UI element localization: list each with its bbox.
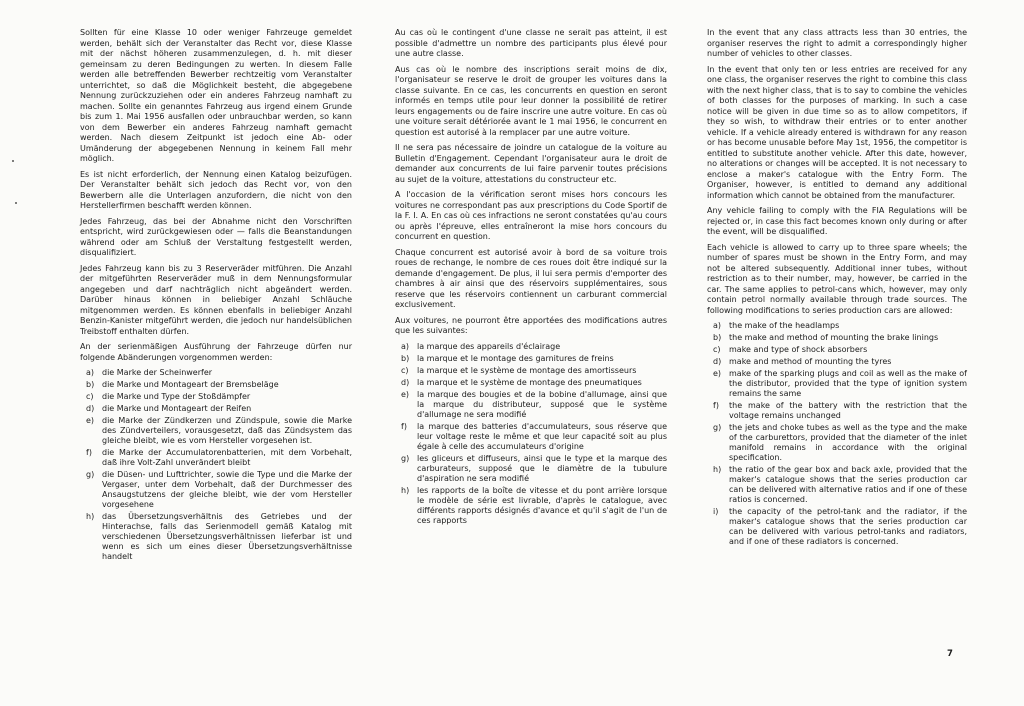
list-item (707, 423, 967, 463)
list-item (395, 354, 667, 364)
paragraph: A l'occasion de la vérification seront mises hors concours les voitures ne correspondant pas aux prescriptions du Code Sportif de la F. I. A. En cas où ces infractions ne seront constatées qu'au cours ou après l'épreuve, elles entraîneront la mise hors concours du concurrent en question. (395, 190, 667, 241)
list-item-text: the make of the battery with the restriction that the voltage remains unchanged (729, 401, 967, 420)
list-marker: e) (713, 369, 722, 378)
list-marker: d) (86, 404, 95, 413)
paragraph: Il ne sera pas nécessaire de joindre un catalogue de la voiture au Bulletin d'Engagement. Cependant l'organisateur aura le droit de demander aux concurrents de lui faire parvenir toutes précisions au sujet de la voiture, attestations du constructeur etc. (395, 143, 667, 184)
list-marker: f) (86, 448, 92, 457)
list-item-text: the capacity of the petrol-tank and the radiator, if the maker's catalogue shows that the series production car can be delivered with various petrol-tanks and radiators, and if one of these radiators is concerned. (729, 507, 967, 546)
page-number: 7 (947, 649, 953, 659)
list-item (707, 465, 967, 505)
list-marker: f) (713, 401, 719, 410)
list-marker: b) (713, 333, 722, 342)
modification-list (80, 368, 352, 562)
modification-list (707, 321, 967, 547)
list-marker: e) (401, 389, 410, 399)
paragraph: Au cas où le contingent d'une classe ne serait pas atteint, il est possible d'admettre un nombre des participants plus élevé pour une autre classe. (395, 28, 667, 58)
list-item (707, 333, 967, 343)
list-marker: b) (86, 380, 95, 389)
list-item-text: die Marke und Type der Stoßdämpfer (102, 392, 251, 401)
modification-list (395, 342, 667, 526)
list-item-text: les gliceurs et diffuseurs, ainsi que le type et la marque des carburateurs, supposé que le diamètre de la tubulure d'aspiration ne sera modifié (417, 453, 667, 483)
paragraph: Each vehicle is allowed to carry up to three spare wheels; the number of spares must be shown in the Entry Form, and may not be altered subsequently. Additional inner tubes, without restriction as to their number, may, however, be carried in the car. The same applies to petrol-cans which, however, may only contain petrol normally available through trade sources. The following modifications to series production cars are allowed: (707, 242, 967, 315)
list-marker: g) (401, 453, 410, 463)
list-item (395, 454, 667, 484)
list-item-text: la marque et le système de montage des amortisseurs (417, 365, 637, 375)
list-item (707, 507, 967, 547)
paragraph: Jedes Fahrzeug kann bis zu 3 Reserveräder mitführen. Die Anzahl der mitgeführten Reserveräder muß in dem Nennungsformular angegeben und darf nachträglich nicht abgeändert werden. Darüber hinaus können in beliebiger Anzahl Schläuche mitgenommen werden. Es können ebenfalls in beliebiger Anzahl Benzin-Kanister mitgeführt werden, die jedoch nur handelsüblichen Treibstoff enthalten dürfen. (80, 263, 352, 336)
list-item (395, 342, 667, 352)
list-marker: d) (401, 377, 410, 387)
list-item-text: the make of the headlamps (729, 321, 840, 330)
scan-speck (15, 202, 17, 204)
list-item-text: die Marke der Accumulatorenbatterien, mit dem Vorbehalt, daß ihre Volt-Zahl unverändert bleibt (102, 448, 352, 467)
list-item (707, 369, 967, 399)
list-marker: c) (713, 345, 721, 354)
list-item-text: la marque et le système de montage des pneumatiques (417, 377, 642, 387)
list-marker: c) (401, 365, 409, 375)
list-item-text: the ratio of the gear box and back axle, provided that the maker's catalogue shows that the series production car can be delivered with alternative ratios and if one of these ratios is concerned. (729, 465, 967, 504)
list-item-text: les rapports de la boîte de vitesse et du pont arrière lorsque le modèle de série est livrable, d'après le catalogue, avec différents rapports désignés d'avance et qu'il s'agit de l'un de ces rapports (417, 485, 667, 525)
list-marker: f) (401, 421, 407, 431)
list-item-text: die Marke der Zündkerzen und Zündspule, sowie die Marke des Zündverteilers, vorausgesetzt, daß das Zündsystem das gleiche bleibt, wie es vom Hersteller vorgesehen ist. (102, 416, 352, 445)
list-item-text: die Marke und Montageart der Bremsbeläge (102, 380, 279, 389)
paragraph: In the event that any class attracts less than 30 entries, the organiser reserves the right to admit a correspondingly higher number of vehicles to other classes. (707, 28, 967, 58)
list-marker: d) (713, 357, 722, 366)
list-item (80, 368, 352, 378)
list-item (707, 345, 967, 355)
list-item (80, 448, 352, 468)
list-item (80, 392, 352, 402)
list-item-text: das Übersetzungsverhältnis des Getriebes und der Hinterachse, falls das Serienmodell gemäß Katalog mit verschiedenen Übersetzungsverhältnissen lieferbar ist und wenn es sich um eines dieser Übersetzungsverhältnisse handelt (102, 512, 352, 561)
list-marker: h) (401, 485, 410, 495)
list-item-text: make and method of mounting the tyres (729, 357, 892, 366)
list-item (707, 321, 967, 331)
paragraph: In the event that only ten or less entries are received for any one class, the organiser reserves the right to combine this class with the next higher class, that is to say to combine the vehicles of both classes for the purposes of marking. In such a case notice will be given in due time so as to allow competitors, if they so wish, to withdraw their entries or to enter another vehicle. If a vehicle already entered is withdrawn for any reason or has become unusable before May 1st, 1956, the competitor is entitled to substitute another vehicle. After this date, however, no alterations or changes will be accepted. It is not necessary to enclose a maker's catalogue with the Entry Form. The Organiser, however, is entitled to demand any additional information which cannot be obtained from the manufacturer. (707, 64, 967, 200)
paragraph: Aux voitures, ne pourront être apportées des modifications autres que les suivantes: (395, 315, 667, 335)
list-item (395, 390, 667, 420)
french-column (395, 28, 667, 528)
list-item-text: make of the sparking plugs and coil as well as the make of the distributor, provided that the type of ignition system remains the same (729, 369, 967, 398)
list-item (80, 380, 352, 390)
list-item (80, 416, 352, 446)
list-marker: c) (86, 392, 94, 401)
english-column (707, 28, 967, 549)
list-item-text: the make and method of mounting the brake linings (729, 333, 939, 342)
list-marker: g) (713, 423, 722, 432)
list-item (395, 378, 667, 388)
list-item (80, 512, 352, 562)
list-item-text: make and type of shock absorbers (729, 345, 868, 354)
paragraph: Jedes Fahrzeug, das bei der Abnahme nicht den Vorschriften entspricht, wird zurückgewiesen oder — falls die Beanstandungen während oder am Schluß der Verstaltung festgestellt werden, disqualifiziert. (80, 216, 352, 257)
list-marker: b) (401, 353, 410, 363)
list-marker: a) (401, 341, 410, 351)
list-marker: h) (86, 512, 95, 521)
list-marker: e) (86, 416, 95, 425)
list-marker: i) (713, 507, 719, 516)
scan-speck (12, 160, 14, 162)
list-item-text: la marque et le montage des garnitures de freins (417, 353, 614, 363)
list-marker: h) (713, 465, 722, 474)
list-item-text: die Marke der Scheinwerfer (102, 368, 213, 377)
list-item-text: la marque des bougies et de la bobine d'allumage, ainsi que la marque du distributeur, supposé que le système d'allumage ne sera modifié (417, 389, 667, 419)
german-column (80, 28, 352, 564)
paragraph: Es ist nicht erforderlich, der Nennung einen Katalog beizufügen. Der Veranstalter behält sich jedoch das Recht vor, von den Bewerbern alle die Unterlagen anzufordern, die nicht von den Herstellerfirmen beschafft werden können. (80, 169, 352, 210)
list-item (395, 422, 667, 452)
list-item (80, 404, 352, 414)
list-item (80, 470, 352, 510)
list-item-text: la marque des appareils d'éclairage (417, 341, 561, 351)
paragraph: An der serienmäßigen Ausführung der Fahrzeuge dürfen nur folgende Abänderungen vorgenommen werden: (80, 342, 352, 362)
list-item-text: die Düsen- und Lufttrichter, sowie die Type und die Marke der Vergaser, unter dem Vorbehalt, daß der Durchmesser des Ansaugstutzens der gleiche bleibt, wie der vom Hersteller vorgesehene (102, 470, 352, 509)
paragraph: Chaque concurrent est autorisé avoir à bord de sa voiture trois roues de rechange, le nombre de ces roues doit être indiqué sur la demande d'engagement. De plus, il lui sera permis d'emporter des chambres à air ainsi que des réservoirs supplémentaires, sous reserve que les réservoirs contiennent un carburant commercial exclusivement. (395, 247, 667, 309)
list-item (395, 366, 667, 376)
paragraph: Sollten für eine Klasse 10 oder weniger Fahrzeuge gemeldet werden, behält sich der Veranstalter das Recht vor, diese Klasse mit der nächst höheren zusammenzulegen, d. h. mit dieser gemeinsam zu deren Bedingungen zu werten. In diesem Falle werden alle betreffenden Bewerber rechtzeitig vom Veranstalter unterrichtet, so daß die Möglichkeit besteht, die abgegebene Nennung zurückzuziehen oder ein anderes Fahrzeug namhaft zu machen. Sollte ein genanntes Fahrzeug aus irgend einem Grunde bis zum 1. Mai 1956 ausfallen oder unbrauchbar werden, so kann von dem Bewerber ein anderes Fahrzeug namhaft gemacht werden. Nach diesem Zeitpunkt ist jedoch eine Ab- oder Umänderung der abgegebenen Nennung in keinem Fall mehr möglich. (80, 28, 352, 163)
list-item (395, 486, 667, 526)
list-item (707, 357, 967, 367)
list-item-text: la marque des batteries d'accumulateurs, sous réserve que leur voltage reste le même et que leur capacité soit au plus égale à celle des accumulateurs d'origine (417, 421, 667, 451)
list-item-text: the jets and choke tubes as well as the type and the make of the carburettors, provided that the diameter of the inlet manifold remains in accordance with the original specification. (729, 423, 967, 462)
paragraph: Aus cas où le nombre des inscriptions serait moins de dix, l'organisateur se reserve le droit de grouper les voitures dans la classe suivante. En ce cas, les concurrents en question en seront informés en temps utile pour leur donner la possibilité de retirer leurs engagements ou de faire inscrire une autre voiture. En cas où une voiture serait détériorée avant le 1 mai 1956, le concurrent en question est autorisé à la remplacer par une autre voiture. (395, 64, 667, 137)
list-item (707, 401, 967, 421)
list-item-text: die Marke und Montageart der Reifen (102, 404, 252, 413)
list-marker: g) (86, 470, 95, 479)
list-marker: a) (86, 368, 95, 377)
list-marker: a) (713, 321, 722, 330)
paragraph: Any vehicle failing to comply with the FIA Regulations will be rejected or, in case this fact becomes known only during or after the event, will be disqualified. (707, 206, 967, 236)
